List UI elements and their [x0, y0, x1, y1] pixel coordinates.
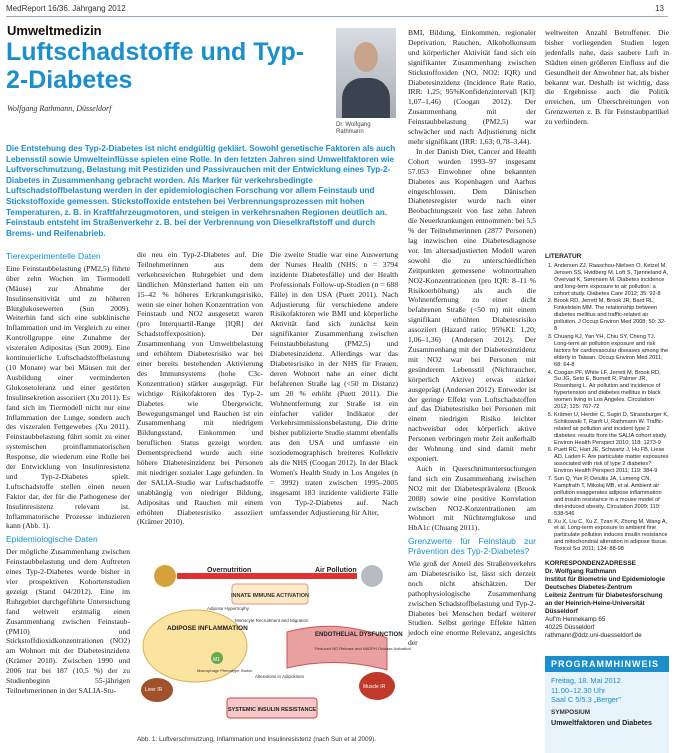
column-3: [270, 250, 398, 550]
correspondence-line: Institut für Biometrie und Epidemiologie: [545, 576, 665, 583]
correspondence-line: Leibniz Zentrum für Diabetesforschung an der Heinrich-Heine-Universität Düsseldorf: [545, 592, 663, 615]
heading-animal-data: Tierexperimentelle Daten: [6, 251, 101, 261]
adipose-hyp-label: Adipose Hypertrophy: [207, 606, 250, 611]
m1-label: M1: [213, 657, 220, 663]
innate-label: INNATE IMMUNE ACTIVATION: [230, 593, 310, 599]
mac-label: Macrophage Phenotype Switch: [197, 668, 253, 673]
column-4: [408, 28, 536, 753]
paragraph: Der mögliche Zusammenhang zwischen Feinstaubbelastung und dem Auftreten eines Typ-2-Diabetes wurde bisher in vier prospektiven Kohortenstudien gezeigt (Stand 04/2012). Eine im Ruhrgebiet durchgeführte Untersuchung fand weltweit erstmalig einen Zusammenhang zwischen Feinstaub- (PM10) und Stickstoffdioxidkonzentrationen (NO2) am Wohnort mit der Diabetesinzidenz (Krämer 2010). Zwischen 1990 und 2006 trat bei 187 (10,5 %) der zu Studienbeginn 55-jährigen Teilnehmerinnen in der SALIA-Stu-: [6, 547, 130, 695]
heading-limits: Grenzwerte für Feinstaub zur Prävention des Typ-2-Diabetes?: [408, 536, 536, 557]
pathway-diagram: [137, 558, 411, 723]
air-pollution-label: Air Pollution: [315, 567, 357, 574]
program-line: 11.00–12.30 Uhr: [551, 685, 606, 695]
author-photo: [336, 28, 396, 118]
exhaust-icon: [361, 565, 383, 587]
correspondence-heading: KORRESPONDENZADRESSE: [545, 560, 637, 567]
reference-item: 7. Sun Q, Yue P, Deiuliis JA, Lumeng CN, Kampfrath T, Mikolaj MB, et al. Ambient air pollution exaggerates adipose inflammation and insulin resistance in a mouse model of diet-induced obesity. Circulation 2009; 119: 538-546: [554, 476, 669, 517]
paragraph: BMI, Bildung, Einkommen, regionaler Deprivation, Rauchen, Alkoholkonsum und körperlicher Aktivität fand sich ein signifikanter Zusammenhang zwischen Stickstoffoxiden (NO, NO2: IQR) und Diabetesinzidenz (Incidence Rate Ratio, IRR: 1,25; 95%Konfidenzintervall [KI]: 1,07–1,46) (Coogan 2012). Der Zusammenhang mit der Feinstaubbelastung (PM2,5) war schwächer und nach Adjustierung nicht mehr signifikant (IRR: 1,63; 0,78–3,44).: [408, 28, 536, 146]
program-box: [545, 656, 669, 753]
program-topic: Umweltfaktoren und Diabetes: [551, 717, 653, 727]
figure-diagram: [137, 558, 411, 723]
column-2: [137, 250, 263, 550]
paragraph: weltweiten Anzahl Betroffener. Die bisher vorliegenden Studien legen jedenfalls nahe, dass saubere Luft in Städten einen größeren Einfluss auf die Gesundheit der Anwohner hat, als bisher bekannt war. Deshalb ist wichtig, dass die Ergebnisse auch die Politik erreichen, um Überschreitungen von Grenzwerten z. B. für Feinstaubpartikel zu verhindern.: [545, 28, 669, 127]
overnutrition-label: Overnutrition: [207, 567, 252, 574]
liver-label: Liver IR: [145, 687, 163, 693]
systemic-label: SYSTEMIC INSULIN RESISTANCE: [227, 707, 317, 713]
reference-item: 2. Brook RD, Jerrett M, Brook JR, Bard RL, Finkelstein MM. The relationship between diabetes mellitus and traffic-related air pollution. J Occup Environ Med 2008; 50: 32-8: [554, 298, 669, 333]
reference-item: 6. Puett RC, Hart JE, Schwartz J, Hu FB, Liese AD, Laden F. Are particulate matter exposures associated with risk of type 2 diabetes? Environ Health Perspect 2011; 119: 384-9: [554, 447, 669, 475]
paragraph: Auch in Querschnittuntersuchungen fand sich ein Zusammenhang zwischen NO2 mit der Diabetesprävalenz (Brook 2008) sowie eine positive Korrelation zwischen NO2-Konzentrationen am Wohnort mit Nüchternglukose und HbA1c (Chuang 2011).: [408, 463, 536, 533]
correspondence-line: 40225 Düsseldorf: [545, 624, 595, 631]
adipose-label: ADIPOSE INFLAMMATION: [167, 625, 248, 632]
program-line: Saal C 5/5.3 „Berger": [551, 695, 621, 704]
redox-label: Reduced NO Release and NADPH Oxidase Activation: [315, 646, 411, 651]
reference-item: 4. Coogan PF, White LF, Jerrett M, Brook RD, Su JG, Seto E, Burnett R, Palmer JR, Rosenberg L. Air pollution and incidence of hypertension and diabetes mellitus in black women living in Los Angeles. Circulation 2012; 125: 767-72: [554, 370, 669, 411]
program-heading: PROGRAMMHINWEIS: [545, 656, 669, 672]
burger-icon: [154, 565, 176, 587]
paragraph: In der Danish Diet, Cancer and Health Cohort wurden 1993–97 insgesamt 57.053 Einwohner ohne bekannten Diabetes aus Kopenhagen und Aarhus eingeschlossen. Dem Dänischen Diabetesregister wurde nach einer Beobachtungszeit von fast zehn Jahren die Neuerkrankungen entnommen: bei 5,5 % der Teilnehmerinnen (2877 Personen) lag inzwischen eine Diabetesdiagnose vor. Im altersadjustierten Modell waren sowohl die zu unterschiedlichen Zeitpunkten gemessene wohnortnahen NO2-Konzentrationen (pro IQR: 8–11 % Risikoerhöhung) als auch die Wohnentfernung zu einer dicht befahrenen Straße (<50 m) mit einem signifikant erhöhten Diabetesrisiko assoziiert (Hazard ratio; 95%KI: 1,20; 1,06–1,36) (Andersen 2012). Der Zusammenhang mit der Diabetesinzidenz mit NO2 war bei Personen mit gesünderem Lebensstil (Nichtraucher, körperlich Aktive) etwas stärker ausgeprägt (Andersen 2012). Entweder ist der geringe Effekt von Luftschadstoffen auf das Diabetesrisiko bei Personen mit einem niedrigen Risiko leichter nachweisbar oder körperlich aktive Personen verbringen mehr Zeit außerhalb der Wohnung und sind damit mehr exponiert.: [408, 146, 536, 463]
alter-label: Alterations in Adipokines: [255, 674, 305, 679]
column-1: [6, 248, 130, 753]
reference-item: 1. Andersen ZJ, Raaschou-Nielsen O, Ketzel M, Jensen SS, Hvidberg M, Loft S, Tjønneland A, Overvad K, Sørensen M. Diabetes incidence and long-term exposure to air pollution: a cohort study. Diabetes Care 2012; 35: 92-8: [554, 263, 669, 298]
correspondence-block: [545, 560, 669, 640]
figure-caption: Abb. 1: Luftverschmutzung, Inflammation und Insulinresistenz (nach Sun et al 2009).: [137, 736, 377, 743]
reference-item: 3. Chuang KJ, Yan YH, Chiu SY, Cheng TJ. Long-term air pollution exposure and risk factors for cardiovascular diseases among the elderly in Taiwan. Occup Environ Med 2011; 68: 64-8: [554, 334, 669, 369]
paragraph: die neu ein Typ-2-Diabetes auf. Die Teilnehmerinnen aus dem verkehrsreichen Ruhrgebiet und dem ländlichen Münsterland hatten ein um 15–42 % höheres Erkrankungsrisiko, wenn sie einer hohen Konzentration von Feinstaub und NO2 ausgesetzt waren (pro Interquartil-Range [IQR] der Schadstoffexposition). Der Zusammenhang von Umweltbelastung und erhöhtem Diabetesrisiko war bei einer bereits bestehenden Aktivierung des Immunsystems (hohe C3c-Konzentration) stärker ausgeprägt. Für wichtige Risikofaktoren des Typ-2-Diabetes wie Übergewicht, Bewegungsmangel und Rauchen ist ein Zusammenhang mit niedrigem Bildungsstand, Einkommen und beruflichen Status gezeigt worden. Dementsprechend wurde auch eine höhere Diabetesinzidenz bei Personen mit niedriger sozialer Lage gefunden. In der SALIA-Studie war Luftschadstoffe unabhängig von niedriger Bildung, Adipositas und Rauchen mit einem erhöhten Diabetesrisiko assoziiert (Krämer 2010).: [137, 250, 263, 527]
reference-item: 5. Krämer U, Herder C, Sugiri D, Strassburger K, Schikowski T, Ranft U, Rathmann W. Traffic-related air pollution and incident type 2 diabetes: results from the SALIA cohort study. Environ Health Perspect 2010; 118: 1273-9: [554, 412, 669, 447]
endothelial-label: ENDOTHELIAL DYSFUNCTION: [315, 632, 403, 638]
literature-heading: LITERATUR: [545, 253, 582, 260]
lead-paragraph: Die Entstehung des Typ-2-Diabetes ist nicht endgültig geklärt. Sowohl genetische Faktoren als auch Lebensstil sowie Umwelteinflüsse spielen eine Rolle. In den letzten Jahren sind Umweltfaktoren wie Luftverschmutzung, Belastung mit Pestiziden und Passivrauchen mit der Entwicklung eines Typ-2-Diabetes in Zusammenhang gebracht worden. Als Marker für verkehrsbedingte Luftschadstoffbelastung werden in der epidemiologischen Forschung vor allem Feinstaub und Stickstoffoxide gemessen. Stickstoffoxide entstehen bei Verbrennungsprozessen mit hohen Temperaturen, z. B. in Kraftfahrzeugmotoren, und steigen in verkehrsnahen Regionen deutlich an. Feinstaub entsteht im Straßenverkehr z. B. bei der Verbrennung von Dieselkraftstoff und durch Brems- und Reifenabrieb.: [6, 144, 396, 238]
column-5: [545, 28, 669, 248]
photo-head: [354, 42, 378, 72]
monocyte-label: Monocyte Recruitment and Migration: [235, 618, 309, 623]
journal-info: MedReport 16/36. Jahrgang 2012: [6, 4, 126, 13]
paragraph: Eine Feinstaubbelastung (PM2,5) führte über zehn Wochen im Tiermodell (Mäuse) zur Abnahme der Insulinsensitivität und zu höheren Blutglukosewerten (Sun 2009). Weiterhin fand sich eine subklinische Inflammation und im Vergleich zu einer Kontrollgruppe eine Zunahme der viszeralen Adipositas (Sun 2009). Eine kontinuierliche Luftschadstoffbelastung (10 Monate) war bei Mäusen mit der Ausbildung einer verminderten Glukosetoleranz und einer gestörten Insulinsekretion assoziiert (Xu 2011). Es fand sich im Tiermodell nicht nur eine Inflammation der Lunge, sondern auch des viszeralen Fettgewebes (Xu 2011). Feinstaubbelastung führt somit zu einer systemischen proinflammatorischen Response, die wiederum eine Rolle bei der Entwicklung von Insulinresistenz und Typ-2-Diabetes spielt. Luftschadstoffe stellen einen neuen Faktor dar, der für die Pathogenese der Insulinresistenz relevant ist. Inflammatorische Prozesse induzieren kann (Abb. 1).: [6, 263, 130, 531]
running-header: [6, 4, 668, 16]
muscle-label: Muscle IR: [363, 684, 386, 690]
paragraph: Wie groß der Anteil des Straßenverkehrs am Diabetesrisiko ist, lässt sich derzeit noch nicht abschätzen. Der pathophysiologische Zusammenhang zwischen Schadstoffbelastung und Typ-2-Diabetes bei Menschen bedarf weiterer Studien. Selbst geringe Effekte hätten jedoch eine enorme Relevanz, angesichts der: [408, 559, 536, 648]
article-title: Luftschadstoffe und Typ-2-Diabetes: [6, 38, 305, 94]
correspondence-line: Dr. Wolfgang Rathmann: [545, 568, 617, 575]
reference-item: 8. Xu X, Liu C, Xu Z, Tzan K, Zhong M, Wang A, et al. Long-term exposure to ambient fine particulate pollution induces insulin resistance and mitochondrial alteration in adipose tissue. Toxicol Sci 2011; 124: 88-98: [554, 519, 669, 554]
page-number: 13: [655, 4, 664, 13]
photo-body: [342, 78, 390, 118]
program-line: Freitag, 18. Mai 2012: [551, 676, 621, 685]
author-line: Wolfgang Rathmann, Düsseldorf: [7, 104, 112, 113]
header-rule: [6, 16, 668, 17]
heading-epidemiology: Epidemiologische Daten: [6, 534, 98, 545]
program-sub: SYMPOSIUM: [551, 708, 591, 716]
email-link[interactable]: rathmann@ddz.uni-duesseldorf.de: [545, 632, 642, 639]
program-time: [545, 672, 669, 709]
correspondence-line: Auf'm Hennekamp 65: [545, 616, 606, 623]
photo-caption: Dr. Wolfgang Rathmann: [336, 122, 371, 135]
literature-list: [545, 254, 669, 554]
section-label: Umweltmedizin: [7, 23, 102, 38]
paragraph: Die zweite Studie war eine Auswertung der Nurses Health (NHS: n = 3794 inzidente Diabetesfälle) und der Health Professionals Follow-up-Studien (n = 688 Fälle) in den USA (Puett 2011). Nach Adjustierung für verschiedene andere Risikofaktoren wie BMI und körperliche Aktivität fand sich zunächst kein signifikanter Zusammenhang zwischen Feinstaubbelastung (PM2,5) und Diabetesinzidenz. Allerdings war das Diabetesrisiko in der NHS für Frauen, deren Wohnort nahe an einer dicht befahrenen Straße lag (<50 m Distanz) um 20 % erhöht (Puett 2011). Die Wohnentfernung zur Straße ist ein einfacher valider Indikator der Verkehrsimmissionsbelastung. Die dritte bisher publizierte Studie stammt ebenfalls aus den USA und umfasste ein soziodemographisch breiteres Kollektiv als die NHS (Coogan 2012). In der Black Women's Health Study in Los Angeles (n = 3992) traten zwischen 1995–2005 insgesamt 183 inzidente validierte Fälle von Typ-2-Diabetes auf. Nach umfassender Adjustierung für Alter,: [270, 250, 398, 517]
correspondence-line: Deutsches Diabetes-Zentrum: [545, 584, 633, 591]
